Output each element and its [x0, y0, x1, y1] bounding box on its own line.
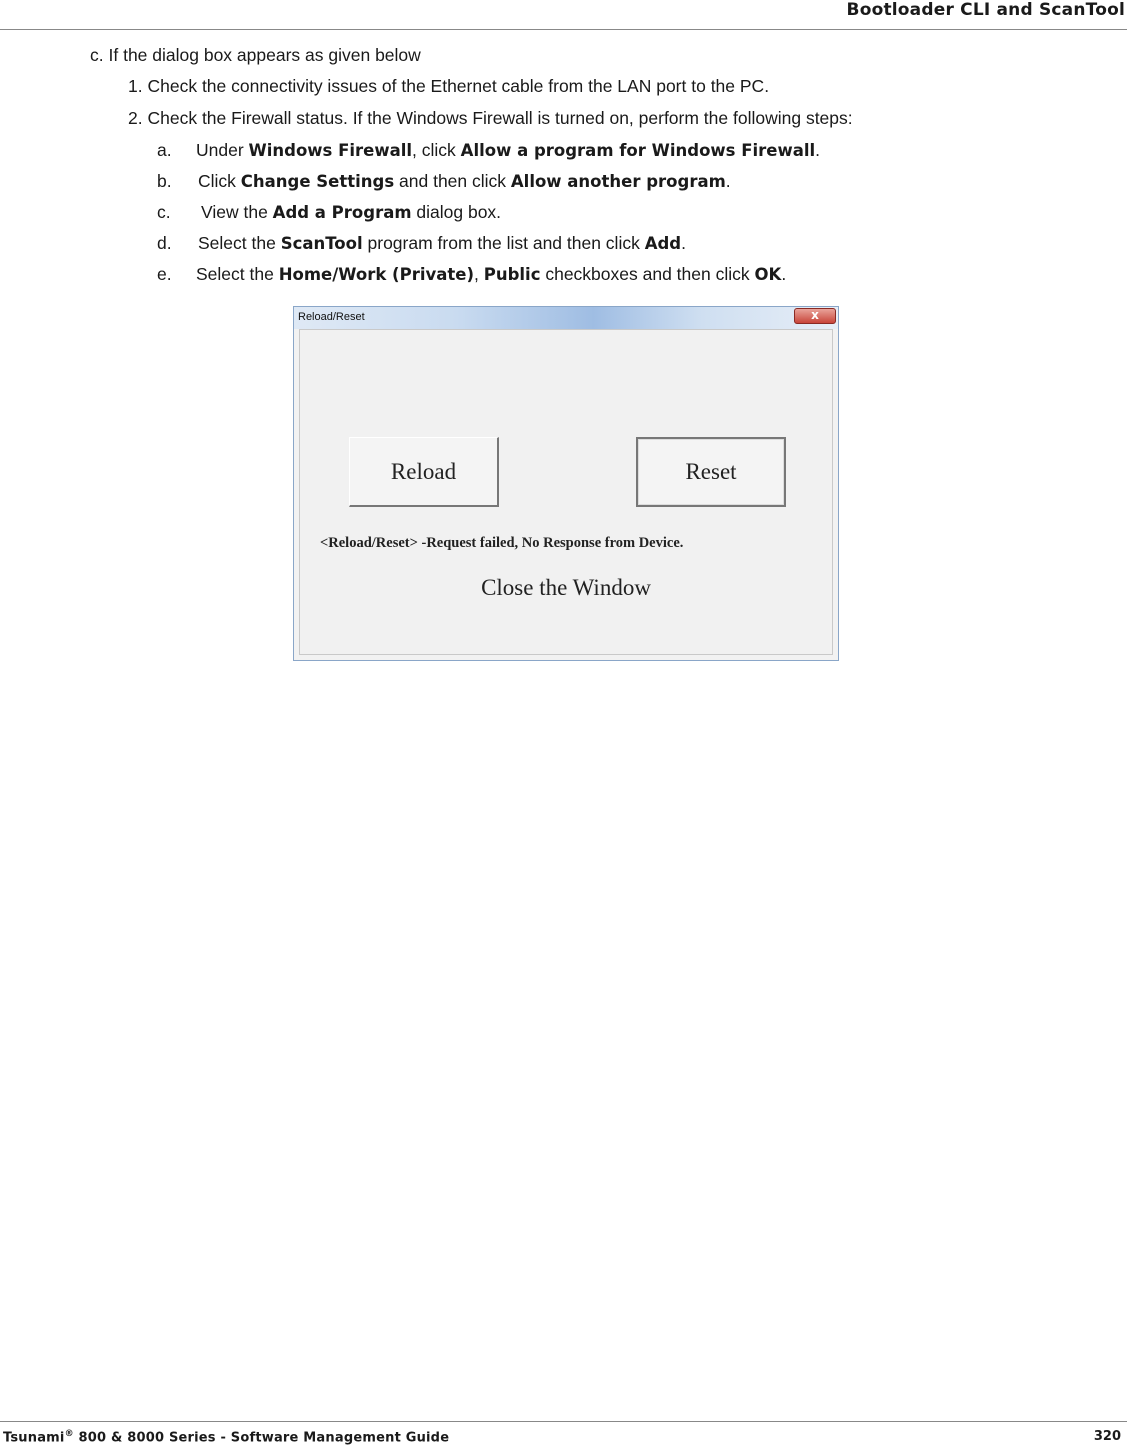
step-text: Click	[198, 171, 241, 191]
close-window-link[interactable]: Close the Window	[481, 575, 651, 600]
step-text: .	[681, 233, 686, 253]
list-marker: c.	[90, 45, 104, 65]
dialog-titlebar	[294, 307, 838, 329]
list-item-1	[128, 76, 769, 97]
ui-term: Allow another program	[510, 172, 726, 191]
header-divider	[0, 29, 1127, 30]
close-icon: x	[811, 308, 819, 322]
step-text: and then click	[394, 171, 511, 191]
step-text: , click	[412, 140, 461, 160]
ui-term: Add a Program	[272, 203, 412, 222]
intro-line	[90, 45, 421, 66]
step-text: .	[815, 140, 821, 160]
step-text: .	[725, 171, 731, 191]
step-text: .	[781, 264, 787, 284]
list-marker: 1.	[128, 76, 143, 96]
step-text: Under	[196, 140, 249, 160]
step-text: Select the	[196, 264, 279, 284]
list-item-text: Check the connectivity issues of the Ethernet cable from the LAN port to the PC.	[147, 76, 770, 96]
ui-term: Add	[644, 234, 682, 253]
reload-reset-dialog-screenshot	[293, 306, 839, 661]
ui-term: OK	[754, 265, 782, 284]
step-b	[157, 171, 731, 192]
step-text: checkboxes and then click	[540, 264, 755, 284]
step-d	[157, 233, 686, 254]
step-marker: b.	[157, 171, 172, 191]
reload-button[interactable]: Reload	[349, 437, 499, 507]
step-e	[157, 264, 786, 285]
step-text: program from the list and then click	[362, 233, 645, 253]
intro-text: If the dialog box appears as given below	[108, 45, 421, 65]
ui-term: Public	[483, 265, 541, 284]
step-c	[157, 202, 501, 223]
list-item-text: Check the Firewall status. If the Windows Firewall is turned on, perform the following steps:	[147, 108, 853, 128]
step-text: Select the	[198, 233, 281, 253]
reset-button[interactable]: Reset	[636, 437, 786, 507]
page-number: 320	[1093, 1429, 1121, 1444]
step-a	[157, 140, 820, 161]
page-header-title: Bootloader CLI and ScanTool	[846, 0, 1125, 20]
dialog-title: Reload/Reset	[298, 311, 365, 323]
footer-guide-name: 800 & 8000 Series - Software Management Guide	[73, 1430, 450, 1446]
close-button[interactable]	[794, 308, 836, 324]
ui-term: Home/Work (Private)	[278, 265, 474, 284]
footer-divider	[0, 1421, 1127, 1422]
ui-term: Allow a program for Windows Firewall	[460, 141, 816, 160]
step-text: ,	[474, 264, 484, 284]
footer-product: Tsunami	[3, 1430, 65, 1446]
ui-term: ScanTool	[280, 234, 363, 253]
step-marker: a.	[157, 140, 172, 160]
step-text: View the	[201, 202, 273, 222]
step-marker: c.	[157, 202, 171, 222]
step-text: dialog box.	[411, 202, 502, 222]
registered-mark: ®	[64, 1429, 74, 1439]
ui-term: Change Settings	[240, 172, 395, 191]
ui-term: Windows Firewall	[248, 141, 413, 160]
list-item-2	[128, 108, 853, 129]
status-message: <Reload/Reset> -Request failed, No Response from Device.	[320, 535, 684, 551]
footer-guide-title	[3, 1429, 449, 1445]
dialog-body	[299, 329, 833, 655]
step-marker: d.	[157, 233, 172, 253]
step-marker: e.	[157, 264, 172, 284]
list-marker: 2.	[128, 108, 143, 128]
